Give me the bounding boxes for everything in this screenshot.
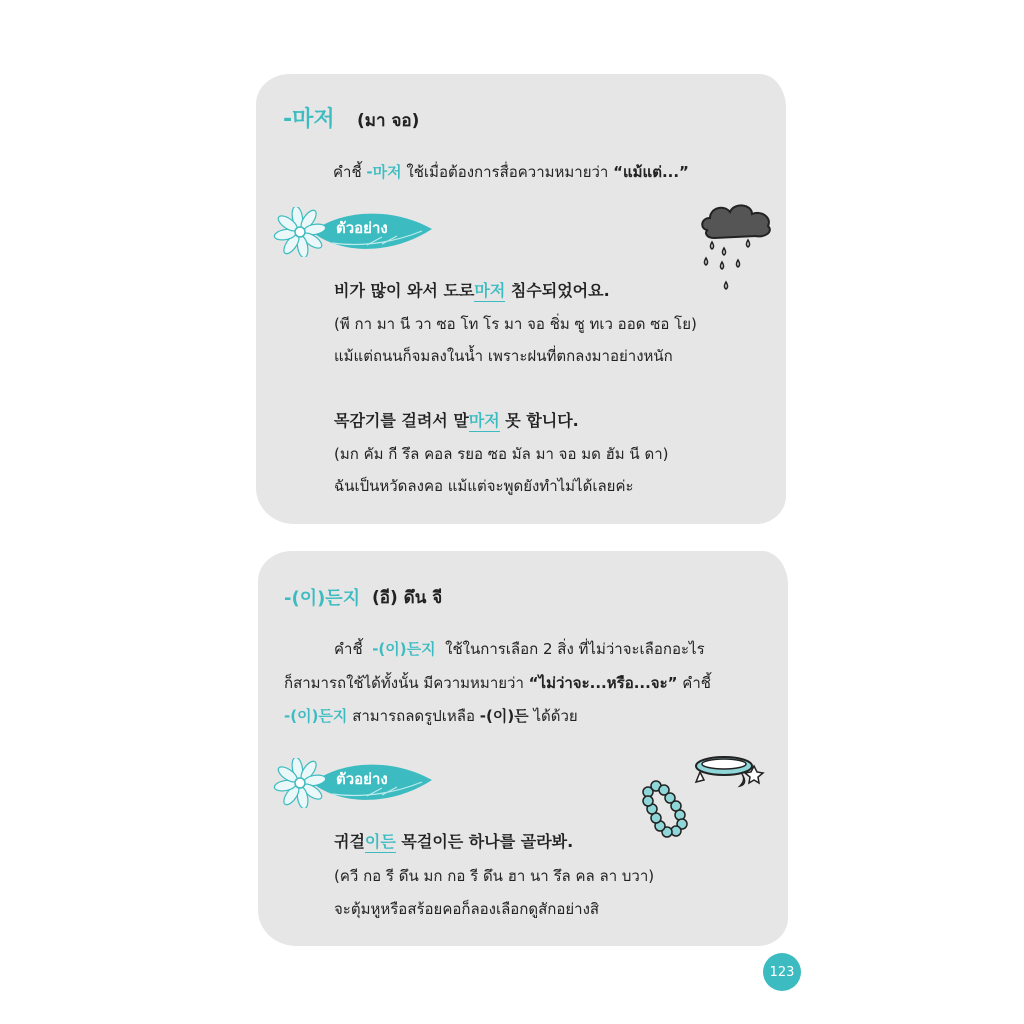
example-romanization: (พี กา มา นี วา ซอ โท โร มา จอ ชิ่ม ซู ทเว ออด ซอ โย) [334, 315, 697, 333]
example-translation: จะตุ้มหูหรือสร้อยคอก็ลองเลือกดูสักอย่างสิ [334, 900, 600, 918]
example-romanization: (ควี กอ รี ดึน มก กอ รี ดึน ฮา นา รึล คล ลา บวา) [334, 867, 655, 885]
intro-term: -(이)든지 [372, 640, 436, 658]
ko-text: 침수되었어요. [505, 281, 610, 300]
intro-term: -마저 [366, 163, 402, 181]
intro-majeo [333, 160, 689, 184]
intro-prefix: คำชี้ [334, 640, 363, 658]
example-ko-sentence [334, 278, 610, 301]
heading-majeo-reading: (มา จอ) [357, 111, 420, 131]
intro-quote: “ไม่ว่าจะ...หรือ...จะ” [528, 674, 678, 692]
intro-prefix: คำชี้ [333, 163, 362, 181]
ko-text: 비가 많이 와서 도로 [334, 281, 475, 300]
example-badge-label: ตัวอย่าง [336, 770, 388, 788]
example-badge-label: ตัวอย่าง [336, 219, 388, 237]
ko-text: 귀걸 [334, 832, 365, 851]
intro-prefix: ก็สามารถใช้ได้ทั้งนั้น มีความหมายว่า [284, 674, 524, 692]
intro-end: ได้ด้วย [533, 707, 578, 725]
heading-majeo: -마저 [283, 107, 335, 132]
rain-cloud-icon [698, 200, 776, 292]
ko-text: 목걸이든 하나를 골라봐. [395, 832, 574, 851]
heading-ideunji-reading: (อี) ดึน จี [372, 588, 443, 608]
ko-highlight: 이든 [364, 832, 396, 851]
example-translation: แม้แต่ถนนก็จมลงในน้ำ เพราะฝนที่ตกลงมาอย่างหนัก [334, 347, 673, 365]
example-translation: ฉันเป็นหวัดลงคอ แม้แต่จะพูดยังทำไม่ได้เลยค่ะ [334, 477, 634, 495]
intro-mid: ใช้เมื่อต้องการสื่อความหมายว่า [406, 163, 609, 181]
ko-text: 못 합니다. [499, 411, 579, 430]
intro-line-1 [334, 637, 705, 661]
intro-rest: ใช้ในการเลือก 2 สิ่ง ที่ไม่ว่าจะเลือกอะไร [445, 640, 705, 658]
example-ko-sentence [334, 408, 579, 431]
example-ko-sentence [334, 829, 573, 852]
ko-highlight: 마저 [474, 281, 506, 300]
example-romanization: (มก คัม กี รึล คอล รยอ ซอ มัล มา จอ มด ฮัม นี ดา) [334, 445, 669, 463]
intro-term: -(이)든지 [284, 707, 348, 725]
intro-mid: สามารถลดรูปเหลือ [352, 707, 475, 725]
necklace-earring-icon [636, 748, 766, 840]
intro-line-3 [284, 704, 578, 728]
ko-text: 목감기를 걸려서 말 [334, 411, 469, 430]
heading-ideunji: -(이)든지 [284, 588, 361, 609]
page-number-badge: 123 [763, 953, 801, 991]
intro-term-short: -(이)든 [479, 707, 529, 725]
intro-suffix: คำชี้ [682, 674, 711, 692]
intro-line-2 [284, 671, 711, 695]
intro-quote: “แม้แต่...” [613, 163, 689, 181]
ko-highlight: 마저 [468, 411, 500, 430]
